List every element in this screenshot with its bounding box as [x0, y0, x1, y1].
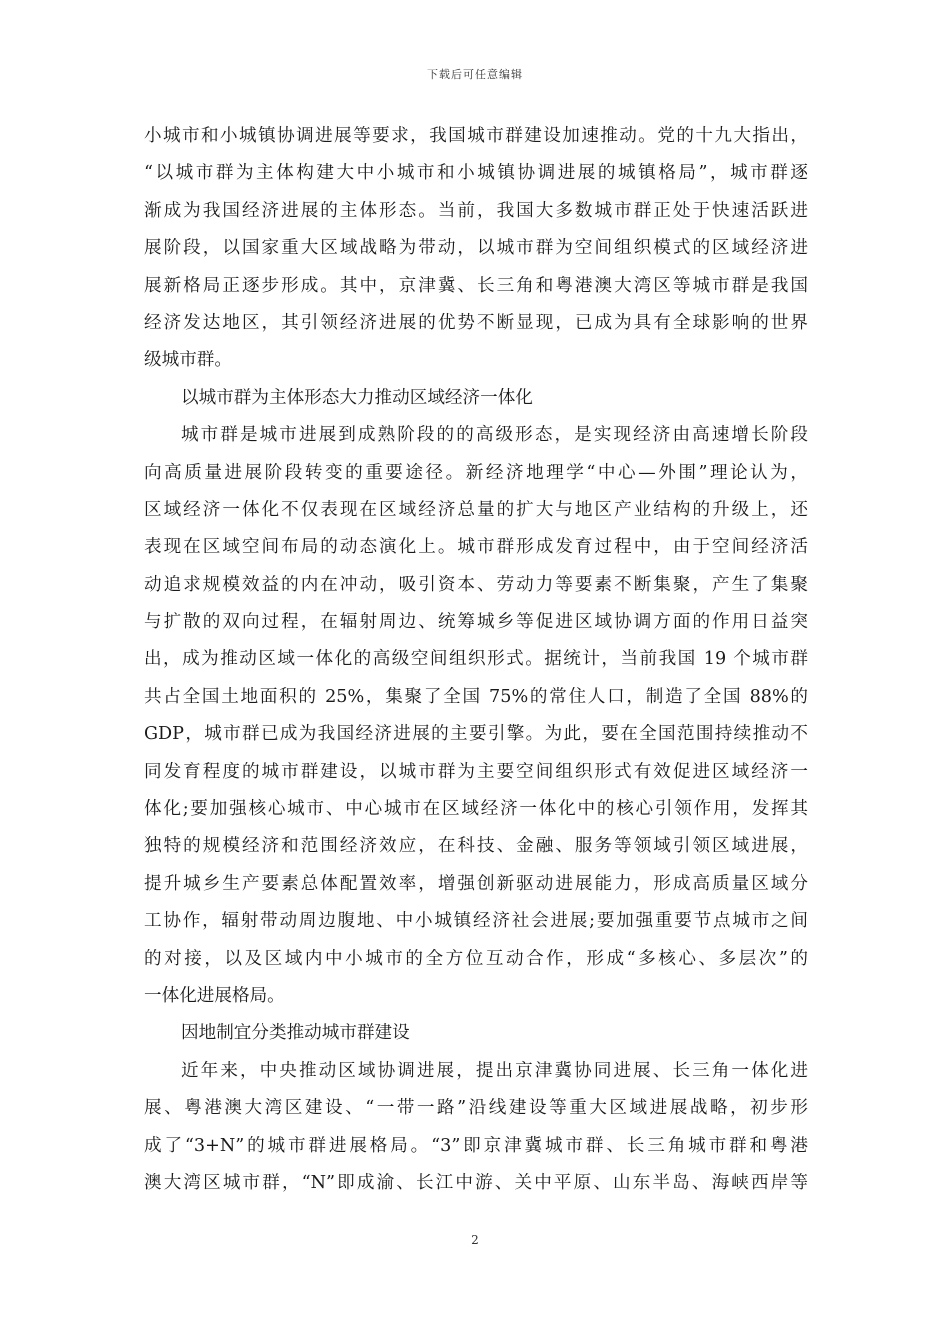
paragraph-line: 向高质量进展阶段转变的重要途径。新经济地理学“中心—外围”理论认为， — [144, 462, 808, 483]
paragraph-line: 提升城乡生产要素总体配置效率，增强创新驱动进展能力，形成高质量区域分 — [144, 873, 808, 894]
paragraph-line: 表现在区域空间布局的动态演化上。城市群形成发育过程中，由于空间经济活 — [144, 537, 808, 558]
page-header: 下载后可任意编辑 — [427, 68, 523, 81]
paragraph-line: 展阶段，以国家重大区域战略为带动，以城市群为空间组织模式的区域经济进 — [144, 238, 808, 259]
paragraph-line: “以城市群为主体构建大中小城市和小城镇协调进展的城镇格局”，城市群逐 — [144, 163, 808, 184]
paragraph-line: 渐成为我国经济进展的主体形态。当前，我国大多数城市群正处于快速活跃进 — [144, 200, 808, 221]
paragraph-line: 与扩散的双向过程，在辐射周边、统筹城乡等促进区域协调方面的作用日益突 — [144, 612, 808, 633]
paragraph-line: 体化;要加强核心城市、中心城市在区域经济一体化中的核心引领作用，发挥其 — [144, 799, 808, 820]
paragraph-line: 经济发达地区，其引领经济进展的优势不断显现，已成为具有全球影响的世界 — [144, 312, 808, 333]
paragraph-line: 近年来，中央推动区域协调进展，提出京津冀协同进展、长三角一体化进 — [181, 1060, 808, 1081]
paragraph-line: 展、粤港澳大湾区建设、“一带一路”沿线建设等重大区域进展战略，初步形 — [144, 1098, 808, 1119]
page-number: 2 — [471, 1233, 479, 1247]
paragraph-line: 同发育程度的城市群建设，以城市群为主要空间组织形式有效促进区域经济一 — [144, 761, 808, 782]
paragraph-line: 澳大湾区城市群，“N”即成渝、长江中游、关中平原、山东半岛、海峡西岸等 — [144, 1172, 808, 1193]
paragraph-line: 动追求规模效益的内在冲动，吸引资本、劳动力等要素不断集聚，产生了集聚 — [144, 574, 808, 595]
paragraph-line: 的对接，以及区域内中小城市的全方位互动合作，形成“多核心、多层次”的 — [144, 948, 808, 969]
paragraph-line: 区域经济一体化不仅表现在区域经济总量的扩大与地区产业结构的升级上，还 — [144, 499, 808, 520]
paragraph-line: 一体化进展格局。 — [144, 985, 285, 1006]
document-body — [144, 118, 808, 1202]
paragraph-line: 展新格局正逐步形成。其中，京津冀、长三角和粤港澳大湾区等城市群是我国 — [144, 275, 808, 296]
paragraph-line: GDP，城市群已成为我国经济进展的主要引擎。为此，要在全国范围持续推动不 — [144, 724, 808, 745]
paragraph-line: 小城市和小城镇协调进展等要求，我国城市群建设加速推动。党的十九大指出， — [144, 126, 808, 146]
paragraph-line: 共占全国土地面积的 25%，集聚了全国 75%的常住人口，制造了全国 88%的 — [144, 686, 808, 707]
paragraph-line: 出，成为推动区域一体化的高级空间组织形式。据统计，当前我国 19 个城市群 — [144, 649, 808, 670]
section-heading: 以城市群为主体形态大力推动区域经济一体化 — [181, 387, 533, 408]
paragraph-line: 成了“3+N”的城市群进展格局。“3”即京津冀城市群、长三角城市群和粤港 — [144, 1135, 808, 1156]
paragraph-line: 工协作，辐射带动周边腹地、中小城镇经济社会进展;要加强重要节点城市之间 — [144, 911, 808, 932]
paragraph-line: 独特的规模经济和范围经济效应，在科技、金融、服务等领域引领区域进展， — [144, 836, 808, 857]
paragraph-line: 级城市群。 — [144, 350, 232, 371]
paragraph-line: 城市群是城市进展到成熟阶段的的高级形态，是实现经济由高速增长阶段 — [181, 425, 808, 446]
section-heading: 因地制宜分类推动城市群建设 — [181, 1023, 410, 1044]
